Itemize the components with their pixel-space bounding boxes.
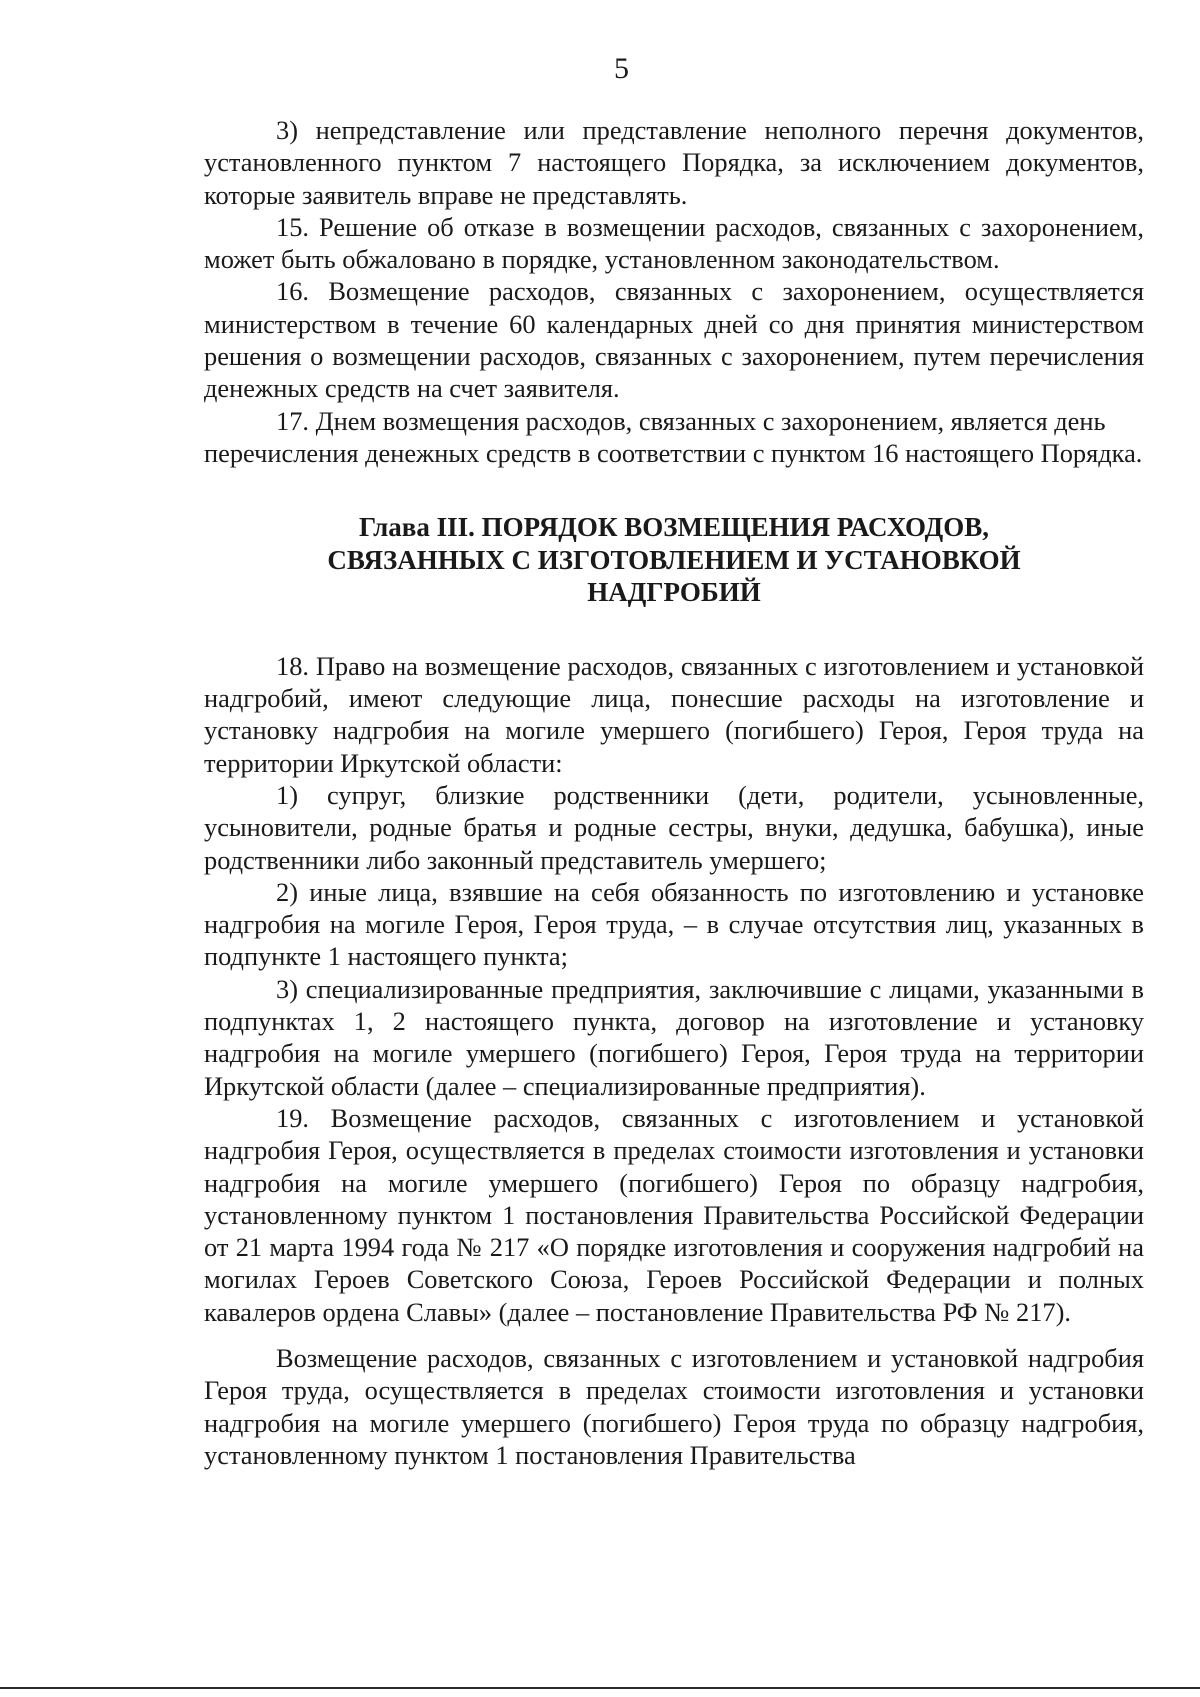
scan-edge-line bbox=[0, 1687, 1200, 1689]
chapter-heading bbox=[204, 511, 1144, 609]
paragraph-19-continuation: Возмещение расходов, связанных с изготовлением и установкой надгробия Героя труда, осуществляется в пределах стоимости изготовления и установки надгробия на могиле умершего (погибшего) Героя труда по образцу надгробия, установленному пунктом 1 постановления Правительства bbox=[204, 1343, 1144, 1470]
page-number: 5 bbox=[614, 52, 629, 85]
paragraph-15: 15. Решение об отказе в возмещении расходов, связанных с захоронением, может быть обжаловано в порядке, установленном законодательством. bbox=[204, 211, 1144, 275]
paragraph-18-item-3: 3) специализированные предприятия, заключившие с лицами, указанными в подпунктах 1, 2 настоящего пункта, договор на изготовление и установку надгробия на могиле умершего (погибшего) Героя, Героя труда на территории Иркутской области (далее – специализированные предприятия). bbox=[204, 973, 1144, 1101]
chapter-heading-line: Глава III. ПОРЯДОК ВОЗМЕЩЕНИЯ РАСХОДОВ, bbox=[359, 512, 989, 543]
chapter-heading-line: НАДГРОБИЙ bbox=[587, 577, 761, 608]
paragraph-item-14-3: 3) непредставление или представление неполного перечня документов, установленного пунктом 7 настоящего Порядка, за исключением документов, которые заявитель вправе не представлять. bbox=[204, 115, 1144, 210]
paragraph-16: 16. Возмещение расходов, связанных с захоронением, осуществляется министерством в течение 60 календарных дней со дня принятия министерством решения о возмещении расходов, связанных с захоронением, путем перечисления денежных средств на счет заявителя. bbox=[204, 276, 1144, 404]
paragraph-18-item-2: 2) иные лица, взявшие на себя обязанность по изготовлению и установке надгробия на могиле Героя, Героя труда, – в случае отсутствия лиц, указанных в подпункте 1 настоящего пункта; bbox=[204, 876, 1144, 972]
paragraph-18-item-1: 1) супруг, близкие родственники (дети, родители, усыновленные, усыновители, родные братья и родные сестры, внуки, дедушка, бабушка), иные родственники либо законный представитель умершего; bbox=[204, 779, 1144, 875]
chapter-heading-line: СВЯЗАННЫХ С ИЗГОТОВЛЕНИЕМ И УСТАНОВКОЙ bbox=[327, 544, 1021, 575]
paragraph-18: 18. Право на возмещение расходов, связанных с изготовлением и установкой надгробий, имеют следующие лица, понесшие расходы на изготовление и установку надгробия на могиле умершего (погибшего) Героя, Героя труда на территории Иркутской области: bbox=[204, 650, 1144, 778]
paragraph-17: 17. Днем возмещения расходов, связанных с захоронением, является день перечисления денежных средств в соответствии с пунктом 16 настоящего Порядка. bbox=[204, 405, 1143, 468]
document-body bbox=[204, 114, 1144, 1471]
paragraph-19: 19. Возмещение расходов, связанных с изготовлением и установкой надгробия Героя, осуществляется в пределах стоимости изготовления и установки надгробия на могиле умершего (погибшего) Героя по образцу надгробия, установленному пунктом 1 постановления Правительства Российской Федерации от 21 марта 1994 года № 217 «О порядке изготовления и сооружения надгробий на могилах Героев Советского Союза, Героев Российской Федерации и полных кавалеров ордена Славы» (далее – постановление Правительства РФ № 217). bbox=[204, 1102, 1144, 1327]
